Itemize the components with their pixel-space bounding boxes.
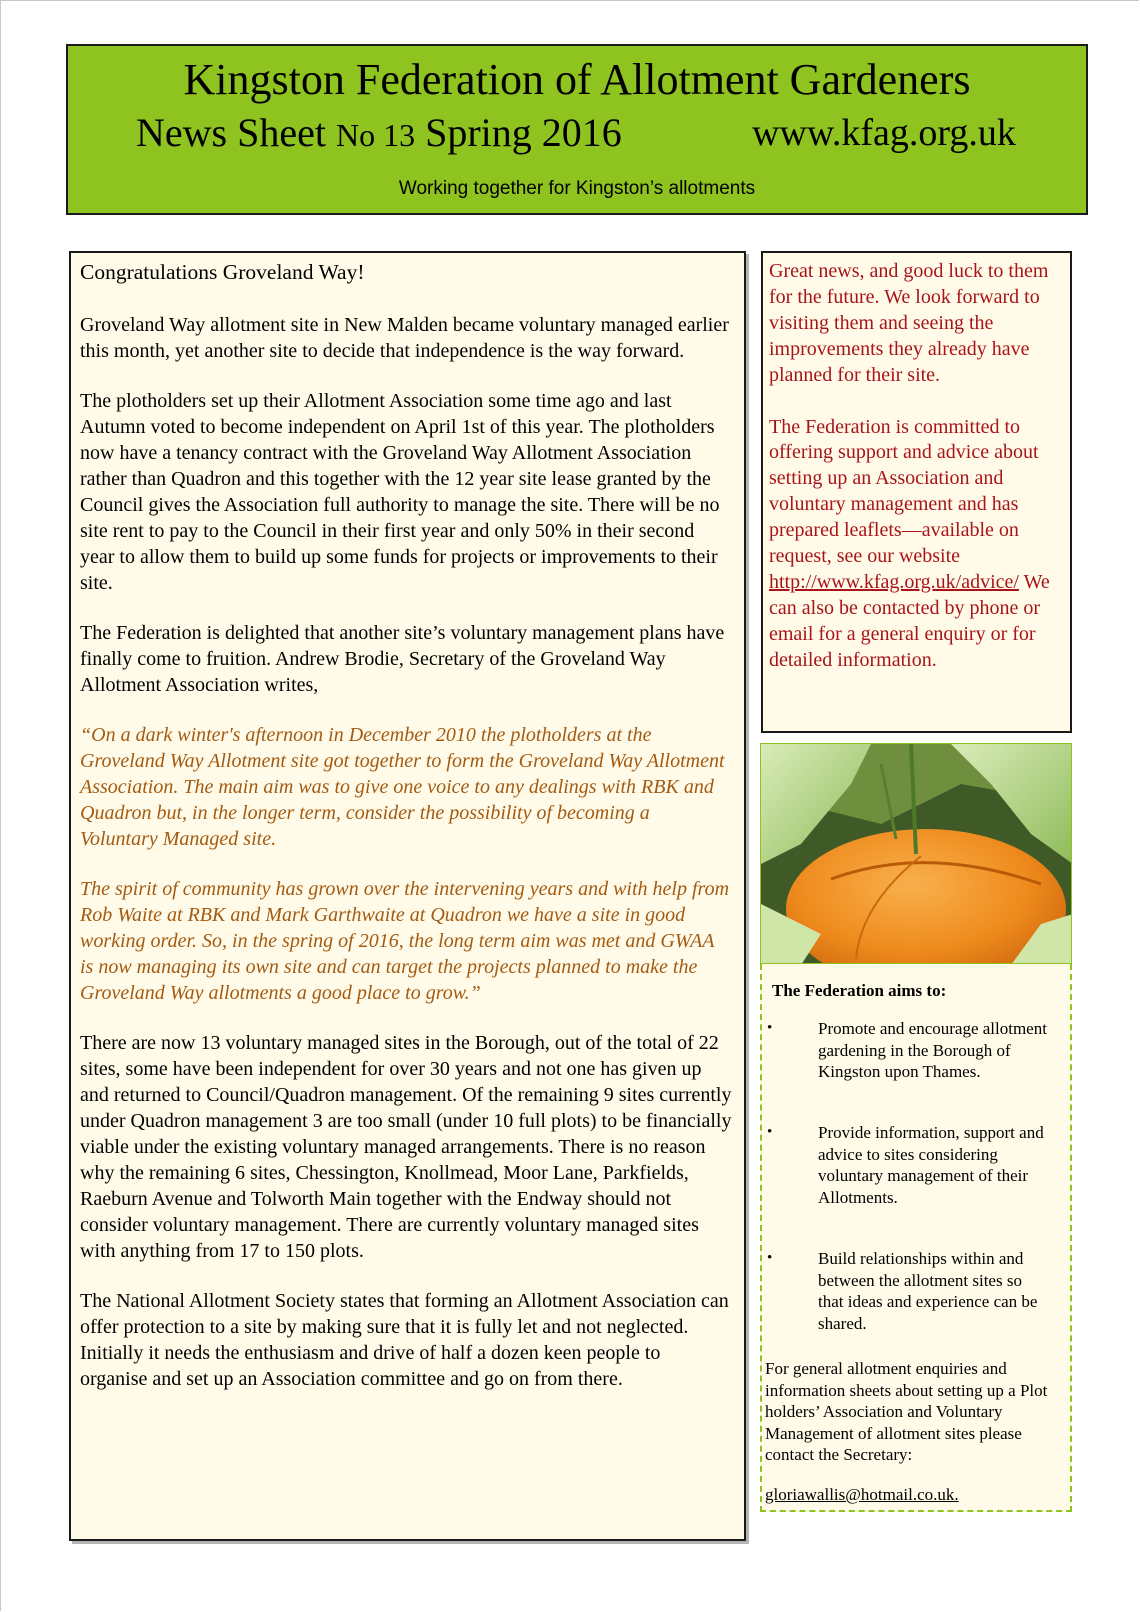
note-outro: We can also be contacted by phone or email for a general enquiry or for detailed information. bbox=[769, 570, 1050, 671]
article-paragraph: The plotholders set up their Allotment Association some time ago and last Autumn voted to become independent on April 1st of this year. The plotholders now have a tenancy contract with the Groveland Way Allotment Association rather than Quadron and this together with the 12 year site lease granted by the Council gives the Association full authority to manage the site. There will be no site rent to pay to the Council in their first year and only 50% in their second year to allow them to build up some funds for projects or improvements to their site. bbox=[80, 390, 720, 594]
article-paragraph: There are now 13 voluntary managed sites in the Borough, out of the total of 22 sites, some have been independent for over 30 years and not one has given up and returned to Council/Quadron management. Of the remaining 9 sites currently under Quadron management 3 are too small (under 10 full plots) to be financially viable under the existing voluntary managed arrangements. There is no reason why the remaining 6 sites, Chessington, Knollmead, Moor Lane, Parkfields, Raeburn Avenue and Tolworth Main together with the Endway should not consider voluntary management. There are currently voluntary managed sites with anything from 17 to 150 plots. bbox=[80, 1032, 732, 1262]
contact-email-line bbox=[765, 1484, 959, 1506]
article-paragraph: The National Allotment Society states that forming an Allotment Association can offer protection to a site by making sure that it is fully let and not neglected. Initially it needs the enthusiasm and drive of half a dozen keen people to organise and set up an Association committee and go on from there. bbox=[80, 1290, 729, 1390]
aims-item-text: Build relationships within and between the allotment sites so that ideas and experience can be shared. bbox=[818, 1249, 1038, 1333]
masthead-title: Kingston Federation of Allotment Gardeners bbox=[183, 55, 971, 104]
contact-text: For general allotment enquiries and information sheets about setting up a Plot holders’ Association and Voluntary Management of allotment sites please contact the Secretary: bbox=[765, 1359, 1048, 1464]
quote-paragraph: “On a dark winter's afternoon in December 2010 the plotholders at the Groveland Way Allotment site got together to form the Groveland Way Allotment Association. The main aim was to give one voice to any dealings with RBK and Quadron but, in the longer term, consider the possibility of becoming a Voluntary Managed site. bbox=[80, 724, 725, 850]
note-intro: The Federation is committed to offering support and advice about setting up an Association and voluntary management and has prepared leaflets—available on request, see our website bbox=[769, 415, 1039, 568]
issue-label bbox=[136, 108, 622, 160]
masthead-tagline: Working together for Kingston’s allotments bbox=[398, 178, 756, 199]
bullet-icon: • bbox=[767, 1250, 773, 1266]
contact-email[interactable]: gloriawallis@hotmail.co.uk bbox=[765, 1485, 955, 1504]
article-paragraph: The Federation is delighted that another site’s voluntary management plans have finally come to fruition. Andrew Brodie, Secretary of the Groveland Way Allotment Association writes, bbox=[80, 622, 725, 696]
main-article bbox=[69, 251, 746, 1541]
federation-note bbox=[761, 251, 1072, 733]
bullet-icon: • bbox=[767, 1124, 773, 1140]
pumpkin-illustration bbox=[761, 744, 1072, 964]
website-url[interactable]: www.kfag.org.uk bbox=[752, 112, 1016, 154]
article-heading: Congratulations Groveland Way! bbox=[80, 260, 365, 284]
advice-link[interactable]: http://www.kfag.org.uk/advice/ bbox=[769, 570, 1019, 593]
aims-item-text: Promote and encourage allotment gardening in the Borough of Kingston upon Thames. bbox=[818, 1019, 1047, 1081]
email-suffix: . bbox=[954, 1485, 959, 1504]
note-paragraph: Great news, and good luck to them for the future. We look forward to visiting them and seeing the improvements they already have planned for their site. bbox=[769, 260, 1049, 386]
aims-title: The Federation aims to: bbox=[772, 981, 947, 1000]
issue-number: No 13 bbox=[335, 117, 416, 153]
masthead bbox=[66, 44, 1088, 215]
federation-aims bbox=[760, 964, 1072, 1512]
issue-season: Spring 2016 bbox=[415, 110, 622, 155]
masthead-issue-line bbox=[68, 108, 1086, 158]
note-paragraph bbox=[769, 415, 1064, 674]
aims-item-text: Provide information, support and advice to sites considering voluntary management of their Allotments. bbox=[818, 1123, 1044, 1207]
article-paragraph: Groveland Way allotment site in New Malden became voluntary managed earlier this month, yet another site to decide that independence is the way forward. bbox=[80, 314, 729, 362]
bullet-icon: • bbox=[767, 1020, 773, 1036]
pumpkin-photo bbox=[760, 743, 1072, 964]
issue-prefix: News Sheet bbox=[136, 110, 336, 155]
quote-paragraph: The spirit of community has grown over the intervening years and with help from Rob Waite at RBK and Mark Garthwaite at Quadron we have a site in good working order. So, in the spring of 2016, the long term aim was met and GWAA is now managing its own site and can target the projects planned to make the Groveland Way allotments a good place to grow.” bbox=[80, 878, 730, 1004]
